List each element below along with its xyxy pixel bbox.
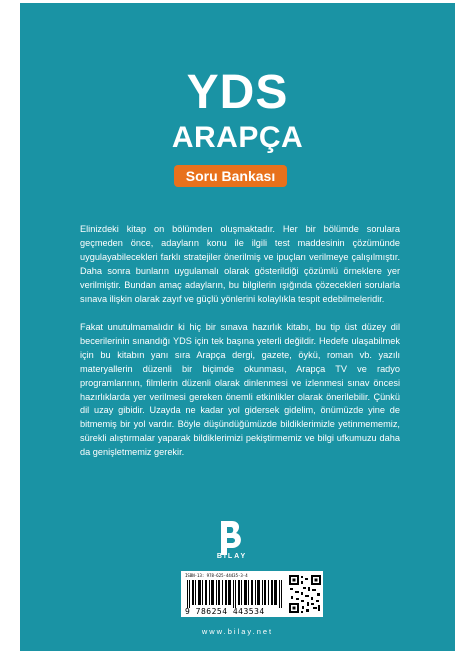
soru-bankasi-badge: Soru Bankası	[174, 165, 287, 187]
book-back-cover	[20, 3, 455, 651]
barcode-area	[181, 571, 323, 617]
cover-subtitle: ARAPÇA	[171, 121, 304, 154]
qr-code-icon	[289, 575, 321, 613]
publisher-logo-icon	[219, 521, 245, 555]
publisher-website: www.bilay.net	[201, 627, 274, 636]
cover-title: YDS	[186, 66, 289, 119]
isbn-label: ISBN-13: 978-625-44435-3-4	[185, 573, 248, 578]
description-paragraph-2: Fakat unutulmamalıdır ki hiç bir sınava hazırlık kitabı, bu tip üst düzey dil becerilerinin sınandığı YDS için tek başına yeterli değildir. Hedefe ulaşabilmek için bu kitabın yanı sıra Arapça dergi, gazete, öykü, roman vb. yazılı materyallerin düzenli bir biçimde okunması, Arapça TV ve radyo programlarının, filmlerin düzenli olarak dinlenmesi ve izlenmesi sınav öncesi hazırlıklarda yer verilmesi gereken önemli etkinlikler olarak önerilebilir. Çünkü dil uzay gibidir. Uzayda ne kadar yol gidersek gidelim, önümüzde yine de bitmemiş bir yol vardır. Böyle düşündüğümüzde bildiklerimizle yetinmememiz, sürekli alıştırmalar yaparak bildiklerimizi pekiştirmemiz ve bilgi ufkumuzu daha da genişletmemiz gerekir.	[80, 322, 400, 458]
barcode-icon	[187, 580, 283, 608]
description-paragraph-1: Elinizdeki kitap on bölümden oluşmaktadır. Her bir bölümde sorulara geçmeden önce, adayların konu ile ilgili test maddesinin çözümünde uygulayabilecekleri farklı stratejiler önerilmiş ve ipuçları verilmeye çalışılmıştır. Daha sonra bunların uygulamalı olarak gösterildiği çözümlü örneklere yer verilmiştir. Bundan amaç adayların, bu bilgilerin ışığında çözecekleri sorularla sınava ilişkin olarak zayıf ve güçlü yönlerini kolaylıkla tespit edebilmeleridir.	[80, 224, 400, 304]
barcode-number: 9 786254 443534	[185, 607, 265, 616]
publisher-name: BİLAY	[216, 553, 248, 560]
